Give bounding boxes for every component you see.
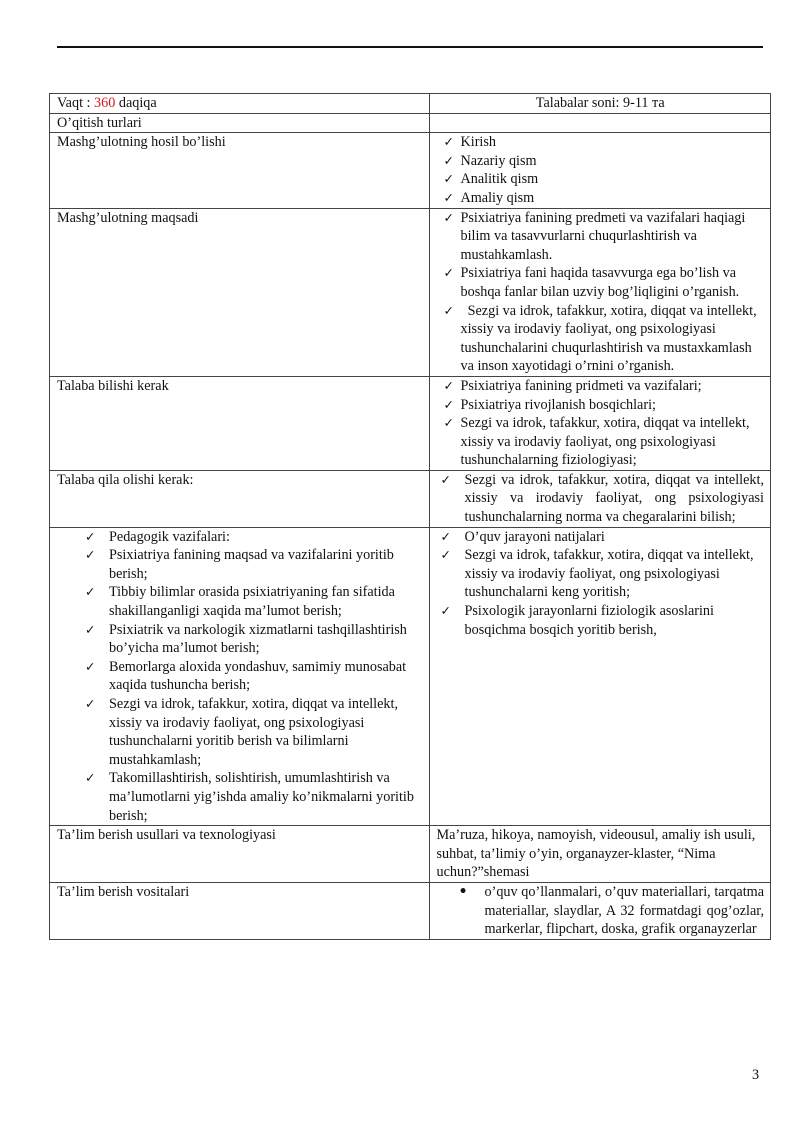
list-item: ✓ Bemorlarga aloxida yondashuv, samimiy munosabat xaqida tushuncha berish;	[57, 658, 423, 695]
list-item: ✓ Nazariy qism	[437, 152, 764, 171]
lesson-form-label: Mashg’ulotning hosil bo’lishi	[50, 133, 430, 208]
list-item: ✓ Sezgi va idrok, tafakkur, xotira, diqqat va intellekt, xissiy va irodaviy faoliyat, ong psixologiyasi tushunchalarni yoritib berish va bilimlarni mustahkamlash;	[57, 695, 423, 769]
learning-outcomes-list	[437, 528, 764, 640]
students-count: Talabalar soni: 9-11 та	[535, 95, 665, 111]
list-item: ✓ Psixiatriya fanining predmeti va vazifalari haqiagi bilim va tasavvurlarni chuqurlashtirish va mustahkamlash.	[437, 209, 764, 265]
list-item: ✓ Psixiatrik va narkologik xizmatlarni tashqillashtirish bo’yicha ma’lumot berish;	[57, 621, 423, 658]
table-row	[50, 376, 771, 470]
tasks-left-cell	[50, 527, 430, 826]
table-row	[50, 826, 771, 883]
table-row	[50, 470, 771, 527]
list-item: • o’quv qo’llanmalari, o’quv materiallari, tarqatma materiallar, slaydlar, A 32 formatdagi qog’ozlar, markerlar, flipchart, doska, grafik organayzerlar	[437, 883, 764, 939]
table-row	[50, 527, 771, 826]
list-item: ✓ Psixiatriya fanining pridmeti va vazifalari;	[437, 377, 764, 396]
student-can-cell	[429, 470, 770, 527]
time-unit: daqiqa	[115, 95, 157, 111]
time-label: Vaqt :	[57, 95, 95, 111]
student-knows-label: Talaba bilishi kerak	[50, 376, 430, 470]
tasks-right-cell	[429, 527, 770, 826]
list-item: ✓ O’quv jarayoni natijalari	[437, 528, 764, 547]
lesson-goal-cell	[429, 208, 770, 376]
table-row	[50, 94, 771, 114]
list-item: ✓ Amaliy qism	[437, 189, 764, 208]
student-knows-cell	[429, 376, 770, 470]
training-types-label: O’qitish turlari	[50, 113, 430, 133]
list-item: ✓ Kirish	[437, 133, 764, 152]
student-can-list	[437, 471, 764, 527]
list-item: ✓ Psixiatriya fani haqida tasavvurga ega bo’lish va boshqa fanlar bilan uzviy bog’liqligini o’rganish.	[437, 264, 764, 301]
list-item: ✓ Tibbiy bilimlar orasida psixiatriyaning fan sifatida shakillanganligi xaqida ma’lumot berish;	[57, 583, 423, 620]
table-row	[50, 113, 771, 133]
lesson-form-list	[437, 133, 764, 207]
time-value: 360	[94, 95, 116, 111]
methods-value: Ma’ruza, hikoya, namoyish, videousul, amaliy ish usuli, suhbat, ta’limiy o’yin, organayzer-klaster, “Nima uchun?”shemasi	[429, 826, 770, 883]
lesson-form-cell	[429, 133, 770, 208]
tools-label: Ta’lim berish vositalari	[50, 882, 430, 939]
training-types-value	[429, 113, 770, 133]
list-item: ✓ Sezgi va idrok, tafakkur, xotira, diqqat va intellekt, xissiy va irodaviy faoliyat, ong psixologiyasi tushunchalarning fiziologiyasi;	[437, 414, 764, 470]
tools-cell	[429, 882, 770, 939]
list-item: ✓ Psixiatriya fanining maqsad va vazifalarini yoritib berish;	[57, 546, 423, 583]
list-item: ✓ Sezgi va idrok, tafakkur, xotira, diqqat va intellekt, xissiy va irodaviy faoliyat, ong psixologiyasi tushunchalarni keng yoritish;	[437, 546, 764, 602]
list-item: ✓ Psixologik jarayonlarni fiziologik asoslarini bosqichma bosqich yoritib berish,	[437, 602, 764, 639]
page-number: 3	[752, 1067, 760, 1083]
table-row	[50, 208, 771, 376]
header-rule	[57, 46, 763, 48]
student-can-label: Talaba qila olishi kerak:	[50, 470, 430, 527]
list-item: ✓ Analitik qism	[437, 170, 764, 189]
list-item: ✓ Psixiatriya rivojlanish bosqichlari;	[437, 396, 764, 415]
lesson-goal-list	[437, 209, 764, 376]
lesson-plan-table	[49, 93, 771, 940]
tools-list	[437, 883, 764, 939]
list-item: ✓ Sezgi va idrok, tafakkur, xotira, diqqat va intellekt, xissiy va irodaviy faoliyat, ong psixologiyasi tushunchalarning norma va chegaralarini bilish;	[437, 471, 764, 527]
lesson-goal-label: Mashg’ulotning maqsadi	[50, 208, 430, 376]
list-item: ✓ Takomillashtirish, solishtirish, umumlashtirish va ma’lumotlarni yig’ishda amaliy ko’nikmalarni yoritib berish;	[57, 769, 423, 825]
students-cell	[429, 94, 770, 114]
table-row	[50, 133, 771, 208]
table-row	[50, 882, 771, 939]
methods-label: Ta’lim berish usullari va texnologiyasi	[50, 826, 430, 883]
student-knows-list	[437, 377, 764, 470]
pedagogic-tasks-list	[57, 528, 423, 826]
list-item: ✓ Sezgi va idrok, tafakkur, xotira, diqqat va intellekt, xissiy va irodaviy faoliyat, ong psixologiyasi tushunchalarini chuqurlashtirish va mustaxkamlash va inson xayotidagi o’rnini o’rganish.	[437, 302, 764, 376]
time-cell	[50, 94, 430, 114]
list-item: ✓ Pedagogik vazifalari:	[57, 528, 423, 547]
